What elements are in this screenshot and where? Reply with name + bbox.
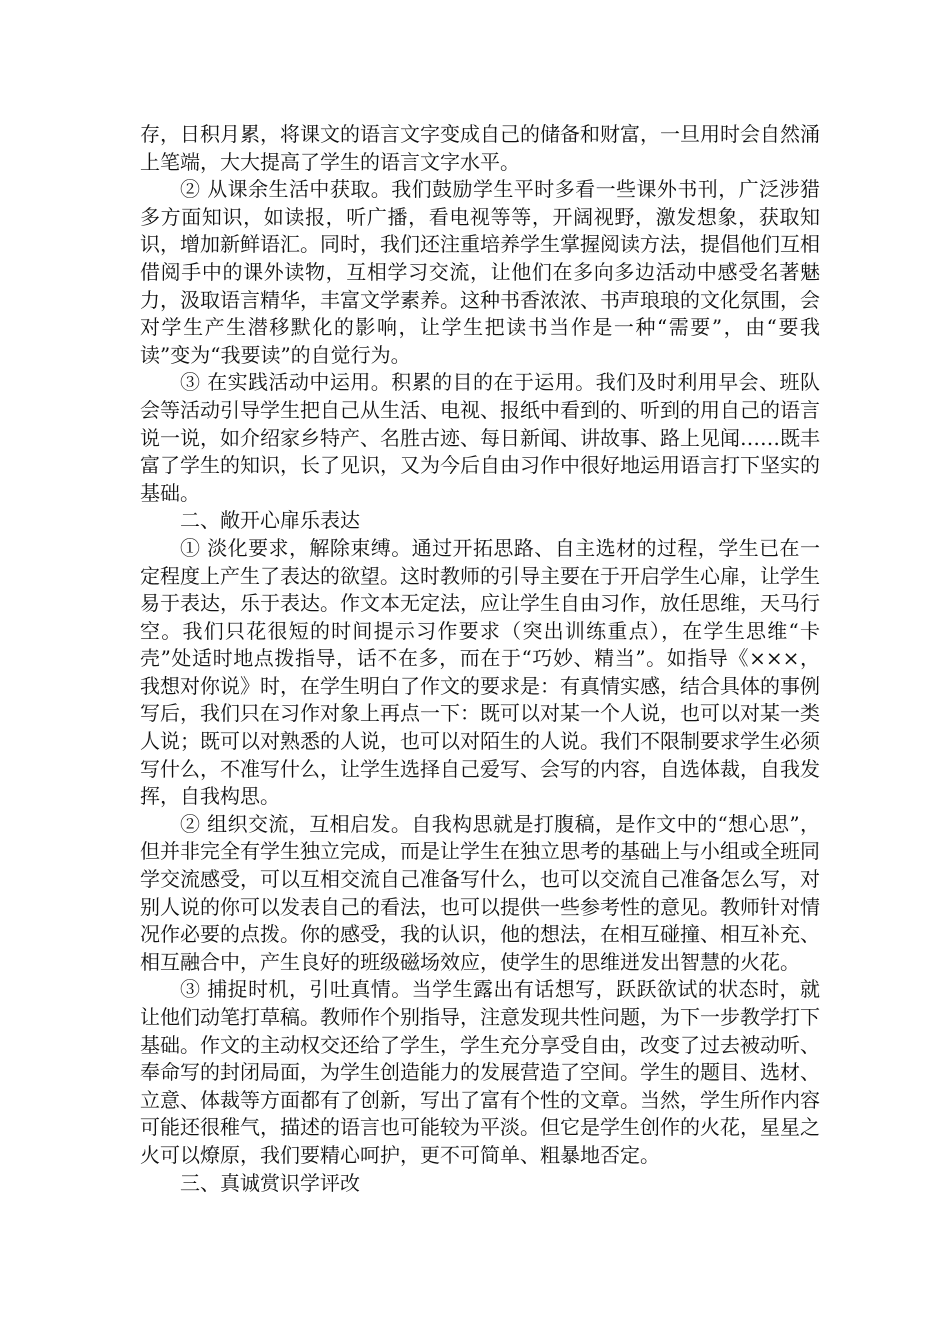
section-heading-2: 二、敞开心扉乐表达 <box>180 508 360 533</box>
paragraph-organize-exchange: ② 组织交流，互相启发。自我构思就是打腹稿，是作文中的“想心思”，但并非完全有学生独立完成，而是让学生在独立思考的基础上与小组或全班同学交流感受，可以互相交流自己准备写什么，也可以交流自己准备怎么写，对别人说的你可以发表自己的看法，也可以提供一些参考性的意见。教师针对情况作必要的点拨。你的感受，我的认识，他的想法，在相互碰撞、相互补充、相互融合中，产生良好的班级磁场效应，使学生的思维迸发出智慧的火花。 <box>140 811 820 974</box>
paragraph-practice-application: ③ 在实践活动中运用。积累的目的在于运用。我们及时利用早会、班队会等活动引导学生把自己从生活、电视、报纸中看到的、听到的用自己的语言说一说，如介绍家乡特产、名胜古迹、每日新闻、讲故事、路上见闻……既丰富了学生的知识，长了见识，又为今后自由习作中很好地运用语言打下坚实的基础。 <box>140 370 820 505</box>
document-page <box>140 121 820 1197</box>
section-heading-3: 三、真诚赏识学评改 <box>180 1170 360 1195</box>
paragraph-relax-requirements: ① 淡化要求，解除束缚。通过开拓思路、自主选材的过程，学生已在一定程度上产生了表达的欲望。这时教师的引导主要在于开启学生心扉，让学生易于表达，乐于表达。作文本无定法，应让学生自由习作，放任思维，天马行空。我们只花很短的时间提示习作要求（突出训练重点），在学生思维“卡壳”处适时地点拨指导，话不在多，而在于“巧妙、精当”。如指导《×××，我想对你说》时，在学生明白了作文的要求是：有真情实感，结合具体的事例写后，我们只在习作对象上再点一下：既可以对某一个人说，也可以对某一类人说；既可以对熟悉的人说，也可以对陌生的人说。我们不限制要求学生必须写什么，不准写什么，让学生选择自己爱写、会写的内容，自选体裁，自我发挥，自我构思。 <box>140 535 820 809</box>
paragraph-seize-timing: ③ 捕捉时机，引吐真情。当学生露出有话想写，跃跃欲试的状态时，就让他们动笔打草稿。教师作个别指导，注意发现共性问题，为下一步教学打下基础。作文的主动权交还给了学生，学生充分享受自由，改变了过去被动听、奉命写的封闭局面，为学生创造能力的发展营造了空间。学生的题目、选材、立意、体裁等方面都有了创新，写出了富有个性的文章。当然，学生所作内容可能还很稚气，描述的语言也可能较为平淡。但它是学生创作的火花，星星之火可以燎原，我们要精心呵护，更不可简单、粗暴地否定。 <box>140 977 820 1167</box>
paragraph-extracurricular-reading: ② 从课余生活中获取。我们鼓励学生平时多看一些课外书刊，广泛涉猎多方面知识，如读报，听广播，看电视等等，开阔视野，激发想象，获取知识，增加新鲜语汇。同时，我们还注重培养学生掌握阅读方法，提倡他们互相借阅手中的课外读物，互相学习交流，让他们在多向多边活动中感受名著魅力，汲取语言精华，丰富文学素养。这种书香浓浓、书声琅琅的文化氛围，会对学生产生潜移默化的影响，让学生把读书当作是一种“需要”，由“要我读”变为“我要读”的自觉行为。 <box>140 177 820 367</box>
paragraph-continuation: 存，日积月累，将课文的语言文字变成自己的储备和财富，一旦用时会自然涌上笔端，大大提高了学生的语言文字水平。 <box>140 122 820 174</box>
